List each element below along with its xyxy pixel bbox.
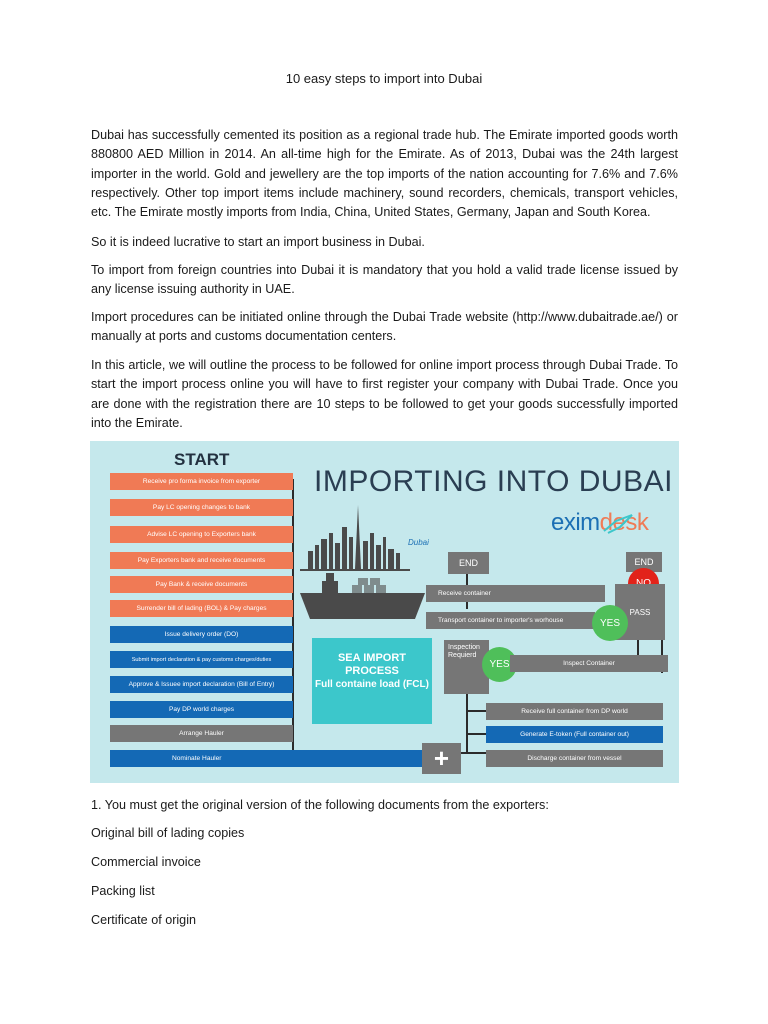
step-approve-declaration: Approve & Issuee import declaration (Bill of Entry) xyxy=(110,676,293,693)
inspection-required-box: Inspection Requierd xyxy=(444,640,489,694)
end-label-left: END xyxy=(448,552,489,574)
step-surrender-bol: Surrender bill of lading (BOL) & Pay charges xyxy=(110,600,293,617)
step-pay-bank: Pay Bank & receive documents xyxy=(110,576,293,593)
document-item-certificate-of-origin: Certificate of origin xyxy=(91,913,196,927)
paragraph-procedures: Import procedures can be initiated online through the Dubai Trade website (http://www.dubaitrade.ae/) or manually at ports and customs documentation centers. xyxy=(91,310,678,344)
yes-badge-inspection: YES xyxy=(482,647,517,682)
document-item-bill-of-lading: Original bill of lading copies xyxy=(91,826,245,840)
sea-import-process-box xyxy=(312,638,432,724)
step-issue-do: Issue delivery order (DO) xyxy=(110,626,293,643)
step-pay-lc-opening: Pay LC opening changes to bank xyxy=(110,499,293,516)
plane-icon xyxy=(602,513,634,535)
step-receive-proforma: Receive pro forma invoice from exporter xyxy=(110,473,293,490)
skyline-caption: Dubai xyxy=(408,538,429,547)
step-transport-container: Transport container to importer's worhouse xyxy=(426,612,595,629)
paragraph-lucrative: So it is indeed lucrative to start an import business in Dubai. xyxy=(91,235,425,249)
step-pay-exporters-bank: Pay Exporters bank and receive documents xyxy=(110,552,293,569)
pass-label: PASS xyxy=(615,584,665,640)
paragraph-article: In this article, we will outline the process to be followed for online import process through Dubai Trade. To start the import process online you will have to first register your company with Dubai Trade. Once you are done with the registration there are 10 steps to be followed to get your goods successfully imported into the Emirate. xyxy=(91,358,678,430)
sea-box-line3: Full containe load (FCL) xyxy=(315,679,429,690)
end-label-right: END xyxy=(626,552,662,572)
step-submit-import-declaration: Submit import declaration & pay customs charges/duties xyxy=(110,651,293,668)
sea-box-line2: PROCESS xyxy=(345,665,399,677)
step-generate-etoken: Generate E-token (Full container out) xyxy=(486,726,663,743)
yes-badge-transport: YES xyxy=(592,605,628,641)
step-pay-dp-world: Pay DP world charges xyxy=(110,701,293,718)
infographic-title: IMPORTING INTO DUBAI xyxy=(314,465,673,498)
brand-prefix: exim xyxy=(551,509,600,536)
step-inspect-container: Inspect Container xyxy=(510,655,668,672)
sea-box-line1: SEA IMPORT xyxy=(337,652,407,664)
paragraph-intro: Dubai has successfully cemented its position as a regional trade hub. The Emirate imported goods worth 880800 AED Million in 2014. An all-time high for the Emirate. As of 2013, Dubai was the 24th largest importer in the world. Gold and jewellery are the top imports of the nation accounting for 7.6% and 7.6% respectively. Other top import items include machinery, sound recorders, chemicals, transport vehicles, etc. The Emirate mostly imports from India, China, United States, Germany, Japan and South Korea. xyxy=(91,128,678,220)
step-discharge-container: Discharge container from vessel xyxy=(486,750,663,767)
document-item-commercial-invoice: Commercial invoice xyxy=(91,855,201,869)
step-arrange-hauler: Arrange Hauler xyxy=(110,725,293,742)
paragraph-license: To import from foreign countries into Dubai it is mandatory that you hold a valid trade license issued by any license issuing authority in UAE. xyxy=(91,263,678,297)
cargo-ship-icon xyxy=(300,573,425,619)
importing-into-dubai-infographic xyxy=(90,441,679,783)
step-receive-full-container: Receive full container from DP world xyxy=(486,703,663,720)
document-item-packing-list: Packing list xyxy=(91,884,155,898)
step-nominate-hauler: Nominate Hauler xyxy=(110,750,422,767)
document-title: 10 easy steps to import into Dubai xyxy=(285,71,483,86)
brand-suffix: desk xyxy=(599,509,649,536)
plus-icon: + xyxy=(422,743,461,774)
step-one-heading: 1. You must get the original version of the following documents from the exporters: xyxy=(91,798,549,812)
dubai-skyline-icon xyxy=(300,505,410,571)
step-receive-container: Receive container xyxy=(426,585,605,602)
start-label: START xyxy=(174,450,230,469)
step-advise-lc: Advise LC opening to Exporters bank xyxy=(110,526,293,543)
